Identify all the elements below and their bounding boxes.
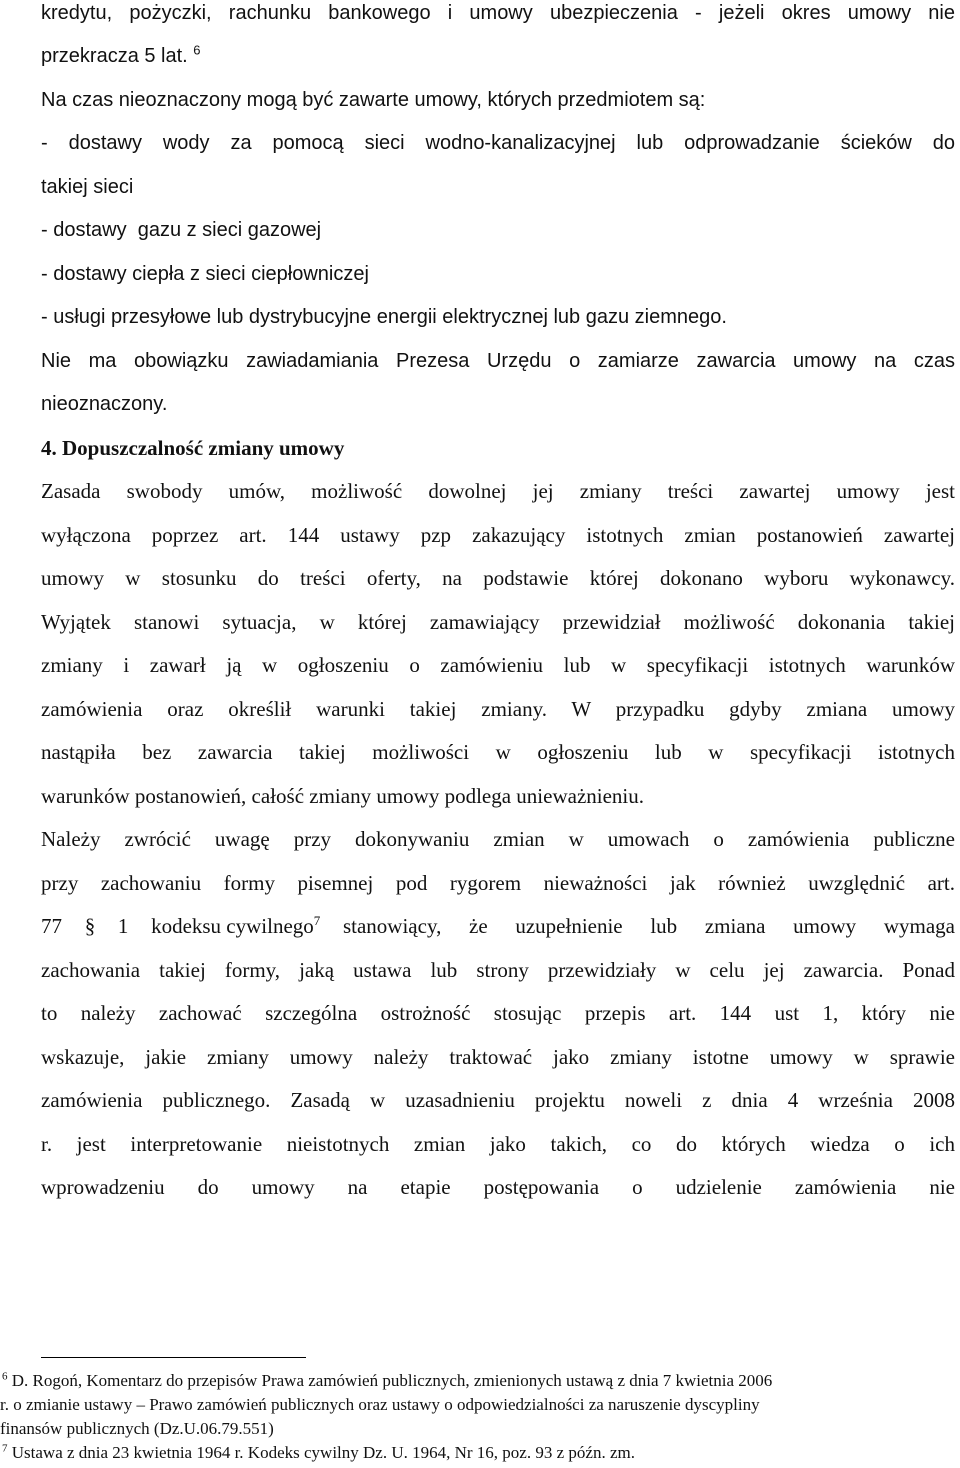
text-line: warunków postanowień, całość zmiany umowy podlega unieważnieniu. xyxy=(41,784,645,808)
text-line: zamówienia oraz określił warunki takiej zmiany. W przypadku gdyby zmiana umowy xyxy=(41,697,955,721)
text-line: takiej sieci xyxy=(41,176,134,198)
text-line: wyłączona poprzez art. 144 ustawy pzp zakazujący istotnych zmian postanowień zawartej xyxy=(41,523,955,547)
text-line: to należy zachować szczególna ostrożność stosując przepis art. 144 ust 1, który nie xyxy=(41,1001,955,1025)
text-segment: stanowiący, że uzupełnienie lub zmiana umowy wymaga xyxy=(342,914,955,938)
footnote-number: 6 xyxy=(2,1370,8,1383)
text-line: zachowania takiej formy, jaką ustawa lub strony przewidziały w celu jej zawarcia. Ponad xyxy=(41,958,955,982)
text-line: Nie ma obowiązku zawiadamiania Prezesa Urzędu o zamiarze zawarcia umowy na czas xyxy=(41,350,955,372)
text-line: r. jest interpretowanie nieistotnych zmian jako takich, co do których wiedza o ich xyxy=(41,1132,955,1156)
text-line: wskazuje, jakie zmiany umowy należy traktować jako zmiany istotne umowy w sprawie xyxy=(41,1045,955,1069)
code-name: kodeksu cywilnego$^7$ xyxy=(151,913,321,938)
text-line: nieoznaczony. xyxy=(41,393,168,415)
text-line: Wyjątek stanowi sytuacja, w której zamawiający przewidział możliwość dokonania takiej xyxy=(41,610,955,634)
section-number: 4. xyxy=(41,436,57,460)
text-line: kredytu, pożyczki, rachunku bankowego i umowy ubezpieczenia - jeżeli okres umowy nie xyxy=(41,2,955,24)
text-line: przy zachowaniu formy pisemnej pod rygorem nieważności jak również uwzględnić art. xyxy=(41,871,955,895)
footnote-line: r. o zmianie ustawy – Prawo zamówień publicznych oraz ustawy o odpowiedzialności za naruszenie dyscypliny xyxy=(0,1395,760,1414)
text-line: - dostawy gazu z sieci gazowej xyxy=(41,219,322,241)
footnote-line: $^7$ Ustawa z dnia 23 kwietnia 1964 r. Kodeks cywilny Dz. U. 1964, Nr 16, poz. 93 z późn. zm. xyxy=(2,1442,635,1462)
footnote-ref-7: 7 xyxy=(313,913,321,928)
paragraph-symbol: § xyxy=(84,914,96,938)
text-line: - usługi przesyłowe lub dystrybucyjne energii elektrycznej lub gazu ziemnego. xyxy=(41,306,727,328)
text-line: umowy w stosunku do treści oferty, na podstawie której dokonano wyboru wykonawcy. xyxy=(41,566,955,590)
text-line: - dostawy wody za pomocą sieci wodno-kanalizacyjnej lub odprowadzanie ścieków do xyxy=(41,132,955,154)
text-line: - dostawy ciepła z sieci ciepłowniczej xyxy=(41,263,369,285)
text-line: Zasada swobody umów, możliwość dowolnej jej zmiany treści zawartej umowy jest xyxy=(41,479,955,503)
text-line: przekracza 5 lat. $^6$ xyxy=(41,42,201,67)
footnote-number: 7 xyxy=(2,1442,8,1455)
section-title: Dopuszczalność zmiany umowy xyxy=(62,436,345,460)
paragraph-number: 1 xyxy=(117,914,129,938)
text-line: Należy zwrócić uwagę przy dokonywaniu zmian w umowach o zamówienia publiczne xyxy=(41,827,955,851)
text-line: nastąpiła bez zawarcia takiej możliwości w ogłoszeniu lub w specyfikacji istotnych xyxy=(41,740,955,764)
footnote-line: $^6$ D. Rogoń, Komentarz do przepisów Prawa zamówień publicznych, zmienionych ustawą z dnia 7 kwietnia 2006 xyxy=(2,1370,773,1390)
text-line: Na czas nieoznaczony mogą być zawarte umowy, których przedmiotem są: xyxy=(41,89,706,111)
article-number: 77 xyxy=(41,914,62,938)
footnote-separator xyxy=(41,1357,306,1358)
text-line: zmiany i zawarł ją w ogłoszeniu o zamówieniu lub w specyfikacji istotnych warunków xyxy=(41,653,955,677)
text-line xyxy=(41,913,955,939)
footnote-line: finansów publicznych (Dz.U.06.79.551) xyxy=(0,1419,274,1438)
section-heading xyxy=(41,435,955,461)
text-line: wprowadzeniu do umowy na etapie postępowania o udzielenie zamówienia nie xyxy=(41,1175,955,1199)
footnote-ref-6: 6 xyxy=(193,42,201,58)
text-line: zamówienia publicznego. Zasadą w uzasadnieniu projektu noweli z dnia 4 września 2008 xyxy=(41,1088,955,1112)
